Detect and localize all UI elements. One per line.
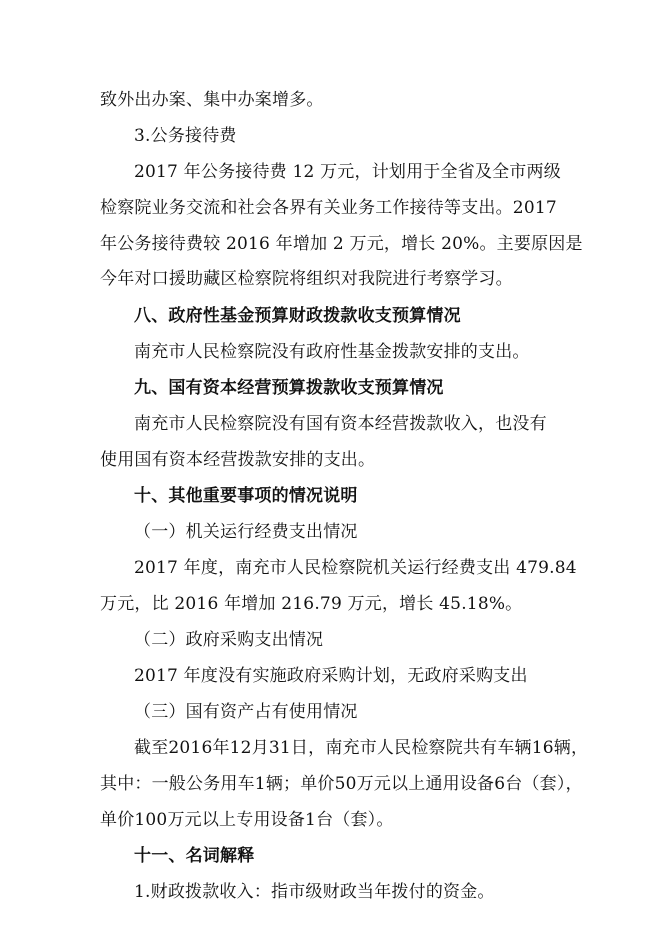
paragraph-line: 万元，比 2016 年增加 216.79 万元，增长 45.18%。 — [100, 594, 523, 614]
paragraph-line: 2017 年公务接待费 12 万元，计划用于全省及全市两级 — [134, 162, 561, 182]
subsection-heading: （二）政府采购支出情况 — [134, 630, 324, 650]
paragraph-line: 截至2016年12月31日，南充市人民检察院共有车辆16辆， — [134, 738, 589, 758]
section-heading: 八、政府性基金预算财政拨款收支预算情况 — [134, 306, 461, 326]
section-heading: 十、其他重要事项的情况说明 — [134, 486, 358, 506]
paragraph-line: 2017 年度，南充市人民检察院机关运行经费支出 479.84 — [134, 558, 577, 578]
paragraph-line: 今年对口援助藏区检察院将组织对我院进行考察学习。 — [100, 269, 513, 289]
subsection-heading: （三）国有资产占有使用情况 — [134, 702, 358, 722]
subsection-heading: （一）机关运行经费支出情况 — [134, 522, 358, 542]
section-heading: 九、国有资本经营预算拨款收支预算情况 — [134, 378, 444, 398]
section-heading: 十一、名词解释 — [134, 846, 255, 866]
paragraph-line: 使用国有资本经营拨款安排的支出。 — [100, 450, 376, 470]
paragraph-line: 检察院业务交流和社会各界有关业务工作接待等支出。2017 — [100, 198, 557, 218]
paragraph-line: 1.财政拨款收入：指市级财政当年拨付的资金。 — [134, 882, 495, 902]
item-title: 3.公务接待费 — [134, 126, 237, 146]
paragraph-line: 南充市人民检察院没有国有资本经营拨款收入，也没有 — [134, 414, 547, 434]
paragraph-line: 南充市人民检察院没有政府性基金拨款安排的支出。 — [134, 342, 530, 362]
paragraph-line: 2017 年度没有实施政府采购计划，无政府采购支出 — [134, 666, 528, 686]
paragraph-line: 年公务接待费较 2016 年增加 2 万元，增长 20%。主要原因是 — [100, 234, 583, 254]
paragraph-line: 单价100万元以上专用设备1台（套）。 — [100, 810, 394, 830]
paragraph-line: 致外出办案、集中办案增多。 — [100, 90, 324, 110]
paragraph-line: 其中：一般公务用车1辆；单价50万元以上通用设备6台（套）， — [100, 774, 583, 794]
